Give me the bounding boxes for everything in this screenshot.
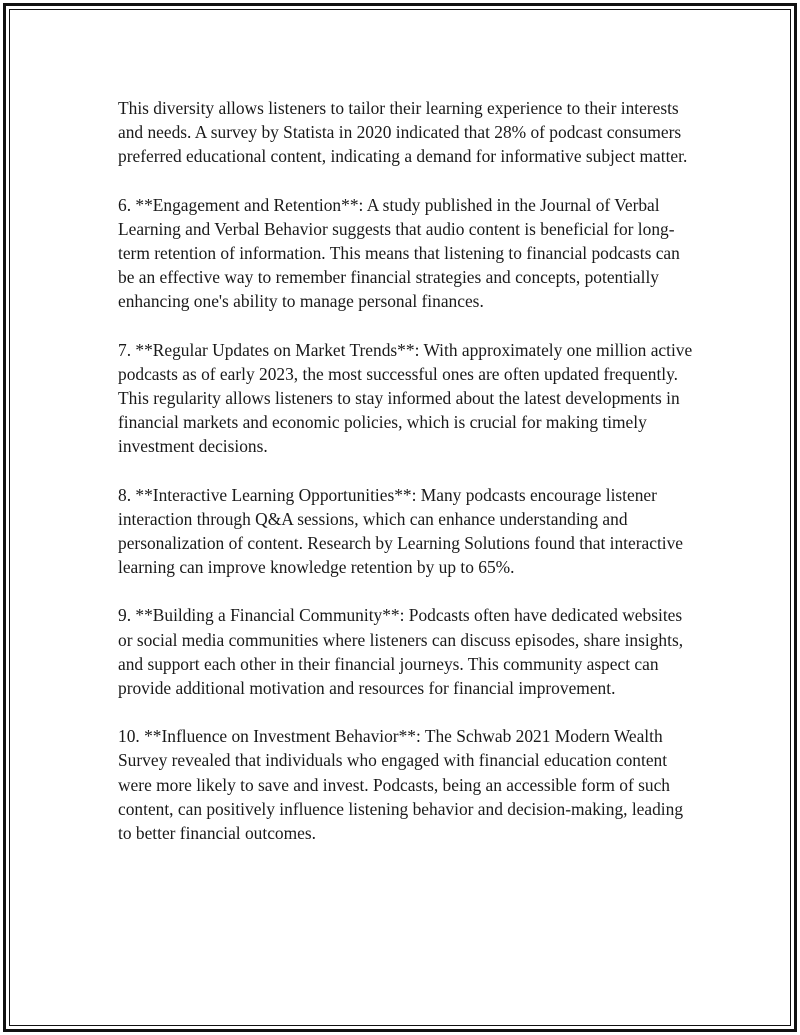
paragraph-interactive-learning: 8. **Interactive Learning Opportunities**: Many podcasts encourage listener interaction through Q&A sessions, which can enhance understanding and personalization of content. Research by Learning Solutions found that interactive learning can improve knowledge retention by up to 65%. xyxy=(118,484,684,578)
paragraph-investment-behavior: 10. **Influence on Investment Behavior**: The Schwab 2021 Modern Wealth Survey revealed that individuals who engaged with financial education content were more likely to save and invest. Podcasts, being an accessible form of such content, can positively influence listening behavior and decision-making, leading to better financial outcomes. xyxy=(118,726,684,844)
paragraph-intro: This diversity allows listeners to tailor their learning experience to their interests and needs. A survey by Statista in 2020 indicated that 28% of podcast consumers preferred educational content, indicating a demand for informative subject matter. xyxy=(118,98,688,167)
document-body xyxy=(118,96,698,869)
paragraph-engagement-retention: 6. **Engagement and Retention**: A study published in the Journal of Verbal Learning and Verbal Behavior suggests that audio content is beneficial for long-term retention of information. This means that listening to financial podcasts can be an effective way to remember financial strategies and concepts, potentially enhancing one's ability to manage personal finances. xyxy=(118,194,680,312)
paragraph-financial-community: 9. **Building a Financial Community**: Podcasts often have dedicated websites or social media communities where listeners can discuss episodes, share insights, and support each other in their financial journeys. This community aspect can provide additional motivation and resources for financial improvement. xyxy=(118,605,684,699)
page-frame xyxy=(3,3,797,1032)
paragraph-market-trends: 7. **Regular Updates on Market Trends**: With approximately one million active podcasts as of early 2023, the most successful ones are often updated frequently. This regularity allows listeners to stay informed about the latest developments in financial markets and economic policies, which is crucial for making timely investment decisions. xyxy=(118,339,693,457)
